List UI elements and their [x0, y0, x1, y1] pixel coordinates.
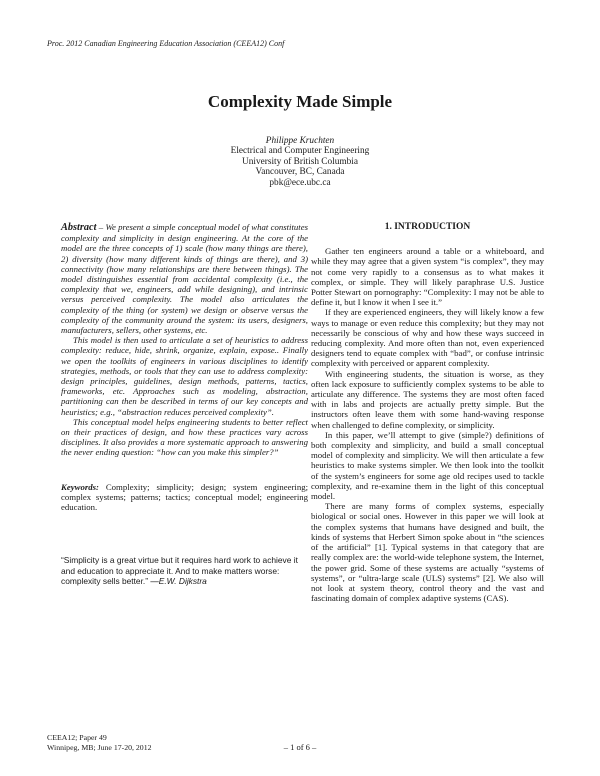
abstract-paragraph: This model is then used to articulate a set of heuristics to address complexity: reduce, hide, shrink, organize, explain, expose.. Finally we open the toolkits of engineers in various disciplines to identify strategies, methods, or tools that they can use to address complexity: design principles, guidelines, design methods, patterns, tactics, frameworks, etc. Approaches such as modeling, abstraction, partitioning can then be described in terms of our key concepts and heuristics; e.g., “abstraction reduces perceived complexity”.	[61, 335, 308, 417]
section-heading: 1. INTRODUCTION	[384, 222, 471, 232]
intro-paragraph: Gather ten engineers around a table or a whiteboard, and while they may agree that a given system “is complex”, they may not come very rapidly to a consensus as to what makes it complex, or simple. They will likely paraphrase U.S. Justice Potter Stewart on pornography: “Complexity: I may not be able to define it, but I know it when I see it.”	[311, 246, 544, 308]
author-university: University of British Columbia	[242, 156, 358, 167]
paper-title: Complexity Made Simple	[207, 92, 393, 111]
author-name: Philippe Kruchten	[265, 136, 335, 146]
intro-paragraph: If they are experienced engineers, they will likely know a few ways to manage or even reduce this complexity; but they may not necessarily be conscious of why and how these ways succeed in reducing complexity. And more often than not, even experienced designers tend to equate complex with “bad”, or confuse intrinsic complexity with perceived or apparent complexity.	[311, 307, 544, 369]
abstract-paragraph: This conceptual model helps engineering students to better reflect on their practices of design, and how these practices vary across disciplines. It also provides a more systematic approach to answering the never ending question: “how can you make this simpler?”	[61, 416, 308, 458]
author-email[interactable]: pbk@ece.ubc.ca	[269, 177, 331, 188]
author-department: Electrical and Computer Engineering	[230, 146, 370, 157]
abstract	[61, 222, 308, 458]
running-head: Proc. 2012 Canadian Engineering Education Association (CEEA12) Conf	[47, 39, 285, 48]
page-number: – 1 of 6 –	[283, 742, 317, 752]
author-block	[0, 136, 600, 188]
keywords-label: Keywords:	[61, 481, 99, 492]
intro-paragraph: With engineering students, the situation is worse, as they often lack exposure to sufficiently complex systems to be able to articulate any difference. The systems they are most often faced with in labs and projects are actually pretty simple. But the instructors often leave them with some hand-waving response when challenged to define complexity, or simplicity.	[311, 368, 544, 430]
keywords	[61, 482, 308, 513]
intro-paragraph: In this paper, we’ll attempt to give (simple?) definitions of both complexity and simplicity, and build a small conceptual model of complexity and simplicity. We will then articulate a few heuristics to make systems simpler. We then look into the toolkit of the system’s engineers for some age old recipes used to tackle complexity, and re-examine them in the light of this conceptual model.	[311, 429, 544, 502]
intro-paragraph: There are many forms of complex systems, especially biological or social ones. However in this paper we will look at the complex systems that humans have designed and built, the kinds of systems that Herbert Simon spoke about in “the sciences of the artificial” [1]. Typical systems in that category that are really complex are: the world-wide telephone system, the Internet, the power grid. Some of these systems are actually “systems of systems”, or “ultra-large scale (ULS) systems” [2]. We also will not look at system theory, control theory and the vast and fascinating domain of complex adaptive systems (CAS).	[311, 501, 544, 604]
right-column	[311, 222, 544, 603]
abstract-label: Abstract	[61, 222, 97, 233]
keywords-text: Complexity; simplicity; design; system engineering; complex systems; patterns; tactics; conceptual model; engineering education.	[61, 481, 308, 513]
footer-venue: Winnipeg, MB; June 17-20, 2012	[47, 742, 152, 752]
abstract-paragraph	[61, 222, 308, 335]
left-column	[61, 222, 308, 587]
abstract-text: – We present a simple conceptual model of what constitutes complexity and simplicity in design engineering. At the core of the model are the three concepts of 1) scale (how many things are there), 2) diversity (how many different kinds of things are there), and 3) connectivity (how many relationships are there between things). The model distinguishes essential from accidental complexity (i.e., the complexity that we, engineers, add while designing), and intrinsic versus perceived complexity. The model also articulates the complexity of the thing (or system) we design or observe versus the complexity of the community around the system: its users, designers, manufacturers, sellers, other systems, etc.	[61, 222, 308, 336]
footer-paper-id: CEEA12; Paper 49	[47, 733, 107, 742]
author-location: Vancouver, BC, Canada	[255, 167, 345, 178]
quote-text: “Simplicity is a great virtue but it requires hard work to achieve it and education to appreciate it. And to make matters worse: complexity sells better.”	[61, 555, 298, 587]
epigraph-quote	[61, 555, 308, 586]
quote-attribution: —E.W. Dijkstra	[150, 576, 207, 587]
